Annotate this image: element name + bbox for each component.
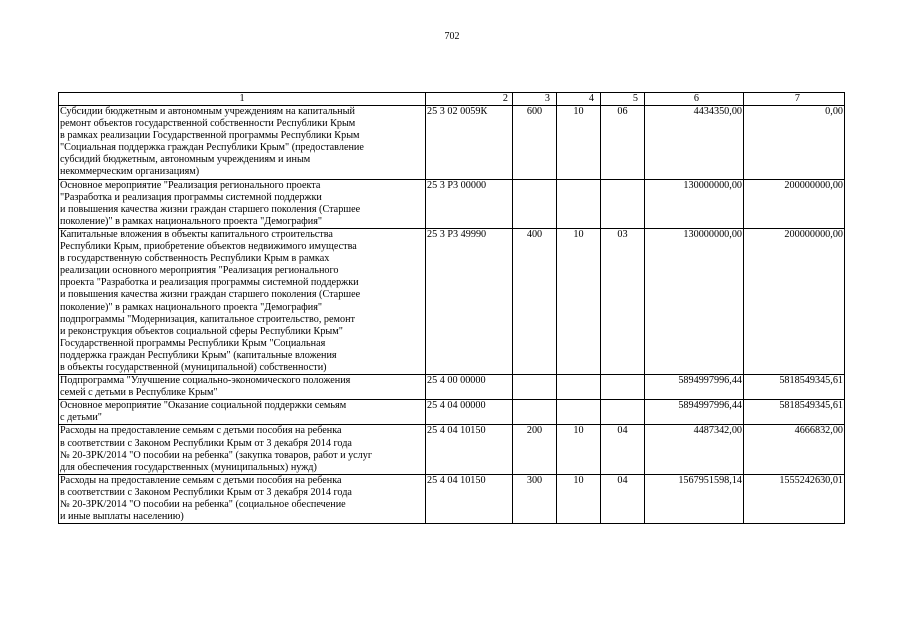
row-amount-col6: 5894997996,44 [645,400,744,425]
row-description: Основное мероприятие "Оказание социальной поддержки семьям с детьми" [59,400,426,425]
column-number-row [59,93,845,106]
row-subsection [601,400,645,425]
column-header-2: 2 [426,93,513,106]
row-amount-col7: 1555242630,01 [744,474,845,523]
row-subsection [601,375,645,400]
row-expense-type: 300 [513,474,557,523]
row-subsection: 06 [601,106,645,180]
budget-table [58,92,845,524]
row-subsection: 03 [601,228,645,374]
row-expense-type: 400 [513,228,557,374]
column-header-5: 5 [601,93,645,106]
row-section: 10 [557,228,601,374]
row-amount-col6: 130000000,00 [645,179,744,228]
row-expense-type [513,400,557,425]
row-classification-code: 25 3 P3 00000 [426,179,513,228]
row-amount-col7: 5818549345,61 [744,375,845,400]
row-classification-code: 25 3 P3 49990 [426,228,513,374]
table-row [59,375,845,400]
table-row [59,400,845,425]
row-expense-type [513,375,557,400]
row-amount-col7: 5818549345,61 [744,400,845,425]
row-amount-col6: 5894997996,44 [645,375,744,400]
row-subsection: 04 [601,425,645,474]
row-expense-type: 200 [513,425,557,474]
row-classification-code: 25 3 02 0059К [426,106,513,180]
table-row [59,474,845,523]
row-expense-type: 600 [513,106,557,180]
row-subsection: 04 [601,474,645,523]
row-classification-code: 25 4 04 10150 [426,474,513,523]
row-description: Расходы на предоставление семьям с детьми пособия на ребенка в соответствии с Законом Республики Крым от 3 декабря 2014 года № 20-ЗРК/2014 "О пособии на ребенка" (закупка товаров, работ и услуг для обеспечения государственных (муниципальных) нужд) [59,425,426,474]
row-section: 10 [557,474,601,523]
row-amount-col6: 1567951598,14 [645,474,744,523]
column-header-4: 4 [557,93,601,106]
column-header-7: 7 [744,93,845,106]
row-amount-col7: 4666832,00 [744,425,845,474]
row-amount-col7: 0,00 [744,106,845,180]
row-expense-type [513,179,557,228]
page-number: 702 [444,31,460,42]
row-classification-code: 25 4 04 10150 [426,425,513,474]
column-header-6: 6 [645,93,744,106]
row-amount-col6: 130000000,00 [645,228,744,374]
row-amount-col7: 200000000,00 [744,228,845,374]
row-description: Основное мероприятие "Реализация регионального проекта "Разработка и реализация программы системной поддержки и повышения качества жизни граждан старшего поколения (Старшее поколение)" в рамках национального проекта "Демография" [59,179,426,228]
row-description: Расходы на предоставление семьям с детьми пособия на ребенка в соответствии с Законом Республики Крым от 3 декабря 2014 года № 20-ЗРК/2014 "О пособии на ребенка" (социальное обеспечение и иные выплаты населению) [59,474,426,523]
row-subsection [601,179,645,228]
row-section: 10 [557,425,601,474]
row-classification-code: 25 4 04 00000 [426,400,513,425]
row-section: 10 [557,106,601,180]
row-amount-col6: 4487342,00 [645,425,744,474]
row-description: Капитальные вложения в объекты капитального строительства Республики Крым, приобретение объектов недвижимого имущества в государственную собственность Республики Крым в рамках реализации основного мероприятия "Реализация регионального проекта "Разработка и реализация программы системной поддержки и повышения качества жизни граждан старшего поколения (Старшее поколение)" в рамках национального проекта "Демография" подпрограммы "Модернизация, капитальное строительство, ремонт и реконструкция объектов социальной сферы Республики Крым" Государственной программы Республики Крым "Социальная поддержка граждан Республики Крым" (капитальные вложения в объекты государственной (муниципальной) собственности) [59,228,426,374]
row-description: Подпрограмма "Улучшение социально-экономического положения семей с детьми в Республике Крым" [59,375,426,400]
column-header-3: 3 [513,93,557,106]
row-classification-code: 25 4 00 00000 [426,375,513,400]
table-row [59,179,845,228]
table-row [59,228,845,374]
row-section [557,375,601,400]
column-header-1: 1 [59,93,426,106]
row-section [557,400,601,425]
table-row [59,106,845,180]
row-description: Субсидии бюджетным и автономным учреждениям на капитальный ремонт объектов государственной собственности Республики Крым в рамках реализации Государственной программы Республики Крым "Социальная поддержка граждан Республики Крым" (предоставление субсидий бюджетным, автономным учреждениям и иным некоммерческим организациям) [59,106,426,180]
row-amount-col7: 200000000,00 [744,179,845,228]
row-amount-col6: 4434350,00 [645,106,744,180]
row-section [557,179,601,228]
budget-table-body [59,106,845,524]
table-row [59,425,845,474]
